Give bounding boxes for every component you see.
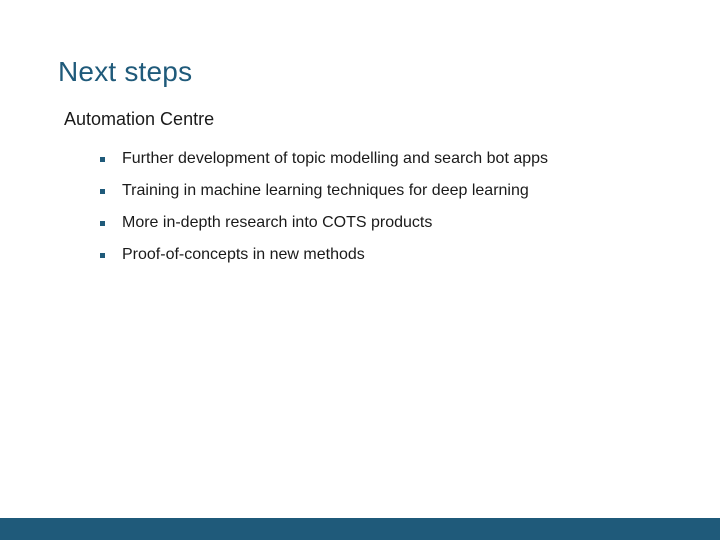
footer-bar: [0, 518, 720, 540]
section-heading: Automation Centre: [64, 109, 215, 129]
list-item-text: Training in machine learning techniques for deep learning: [122, 182, 529, 199]
list-item-text: Further development of topic modelling and search bot apps: [122, 150, 549, 167]
square-bullet-icon: [100, 221, 105, 226]
list-item: [100, 207, 548, 239]
list-item: [100, 143, 548, 175]
bullet-list: [100, 143, 548, 271]
square-bullet-icon: [100, 189, 105, 194]
list-item-text: Proof-of-concepts in new methods: [122, 246, 365, 263]
list-item-text: More in-depth research into COTS products: [122, 214, 433, 231]
slide-title: Next steps: [58, 56, 193, 87]
list-item: [100, 175, 548, 207]
square-bullet-icon: [100, 253, 105, 258]
list-item: [100, 239, 548, 271]
square-bullet-icon: [100, 157, 105, 162]
